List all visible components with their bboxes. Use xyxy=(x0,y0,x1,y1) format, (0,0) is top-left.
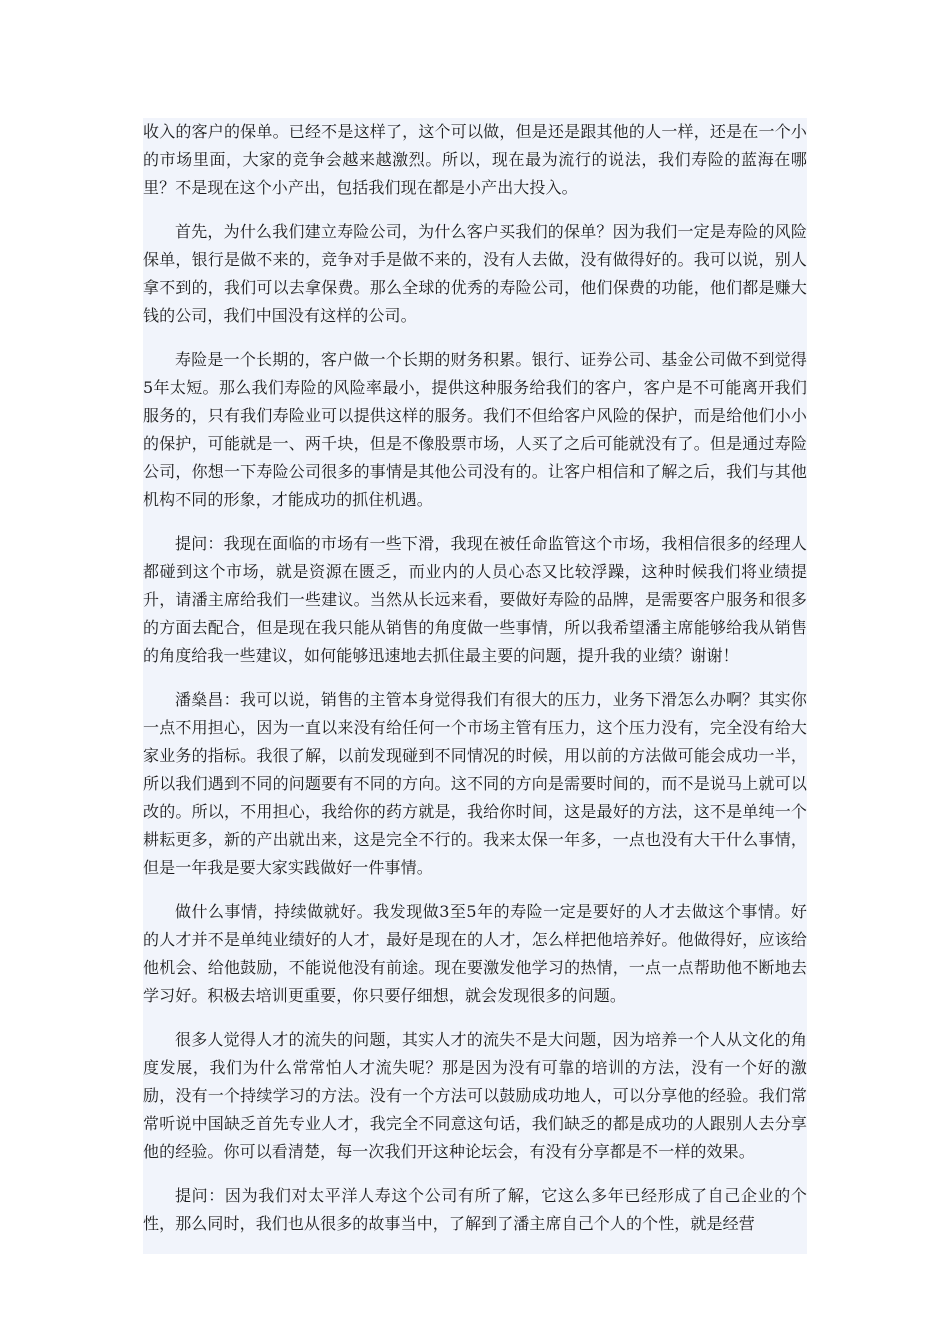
paragraph-talent-development: 做什么事情，持续做就好。我发现做3至5年的寿险一定是要好的人才去做这个事情。好的人才并不是单纯业绩好的人才，最好是现在的人才，怎么样把他培养好。他做得好，应该给他机会、给他鼓励，不能说他没有前途。现在要激发他学习的热情，一点一点帮助他不断地去学习好。积极去培训更重要，你只要仔细想，就会发现很多的问题。 xyxy=(143,902,807,1005)
paragraph-long-term-insurance: 寿险是一个长期的，客户做一个长期的财务积累。银行、证券公司、基金公司做不到觉得5年太短。那么我们寿险的风险率最小，提供这种服务给我们的客户，客户是不可能离开我们服务的，只有我们寿险业可以提供这样的服务。我们不但给客户风险的保护，而是给他们小小的保护，可能就是一、两千块，但是不像股票市场，人买了之后可能就没有了。但是通过寿险公司，你想一下寿险公司很多的事情是其他公司没有的。让客户相信和了解之后，我们与其他机构不同的形象，才能成功的抓住机遇。 xyxy=(143,350,807,509)
paragraph-talent-loss: 很多人觉得人才的流失的问题，其实人才的流失不是大问题，因为培养一个人从文化的角度发展，我们为什么常常怕人才流失呢？那是因为没有可靠的培训的方法，没有一个好的激励，没有一个持续学习的方法。没有一个方法可以鼓励成功地人，可以分享他的经验。我们常常听说中国缺乏首先专业人才，我完全不同意这句话，我们缺乏的都是成功的人跟别人去分享他的经验。你可以看清楚，每一次我们开这种论坛会，有没有分享都是不一样的效果。 xyxy=(143,1030,807,1161)
paragraph-question-market-decline: 提问：我现在面临的市场有一些下滑，我现在被任命监管这个市场，我相信很多的经理人都碰到这个市场，就是资源在匮乏，而业内的人员心态又比较浮躁，这种时候我们将业绩提升，请潘主席给我们一些建议。当然从长远来看，要做好寿险的品牌，是需要客户服务和很多的方面去配合，但是现在我只能从销售的角度做一些事情，所以我希望潘主席能够给我从销售的角度给我一些建议，如何能够迅速地去抓住最主要的问题，提升我的业绩？谢谢！ xyxy=(143,534,807,665)
document-body xyxy=(143,118,807,1254)
paragraph-insurance-company-purpose: 首先，为什么我们建立寿险公司，为什么客户买我们的保单？因为我们一定是寿险的风险保单，银行是做不来的，竞争对手是做不来的，没有人去做，没有做得好的。我可以说，别人拿不到的，我们可以去拿保费。那么全球的优秀的寿险公司，他们保费的功能，他们都是赚大钱的公司，我们中国没有这样的公司。 xyxy=(143,222,807,325)
paragraph-question-company-character: 提问：因为我们对太平洋人寿这个公司有所了解，它这么多年已经形成了自己企业的个性，那么同时，我们也从很多的故事当中，了解到了潘主席自己个人的个性，就是经营 xyxy=(143,1186,807,1233)
paragraph-continuation: 收入的客户的保单。已经不是这样了，这个可以做，但是还是跟其他的人一样，还是在一个小的市场里面，大家的竞争会越来越激烈。所以，现在最为流行的说法，我们寿险的蓝海在哪里？不是现在这个小产出，包括我们现在都是小产出大投入。 xyxy=(143,122,807,197)
paragraph-answer-pan: 潘燊昌：我可以说，销售的主管本身觉得我们有很大的压力，业务下滑怎么办啊？其实你一点不用担心，因为一直以来没有给任何一个市场主管有压力，这个压力没有，完全没有给大家业务的指标。我很了解，以前发现碰到不同情况的时候，用以前的方法做可能会成功一半，所以我们遇到不同的问题要有不同的方向。这不同的方向是需要时间的，而不是说马上就可以改的。所以，不用担心，我给你的药方就是，我给你时间，这是最好的方法，这不是单纯一个耕耘更多，新的产出就出来，这是完全不行的。我来太保一年多，一点也没有大干什么事情，但是一年我是要大家实践做好一件事情。 xyxy=(143,690,807,877)
